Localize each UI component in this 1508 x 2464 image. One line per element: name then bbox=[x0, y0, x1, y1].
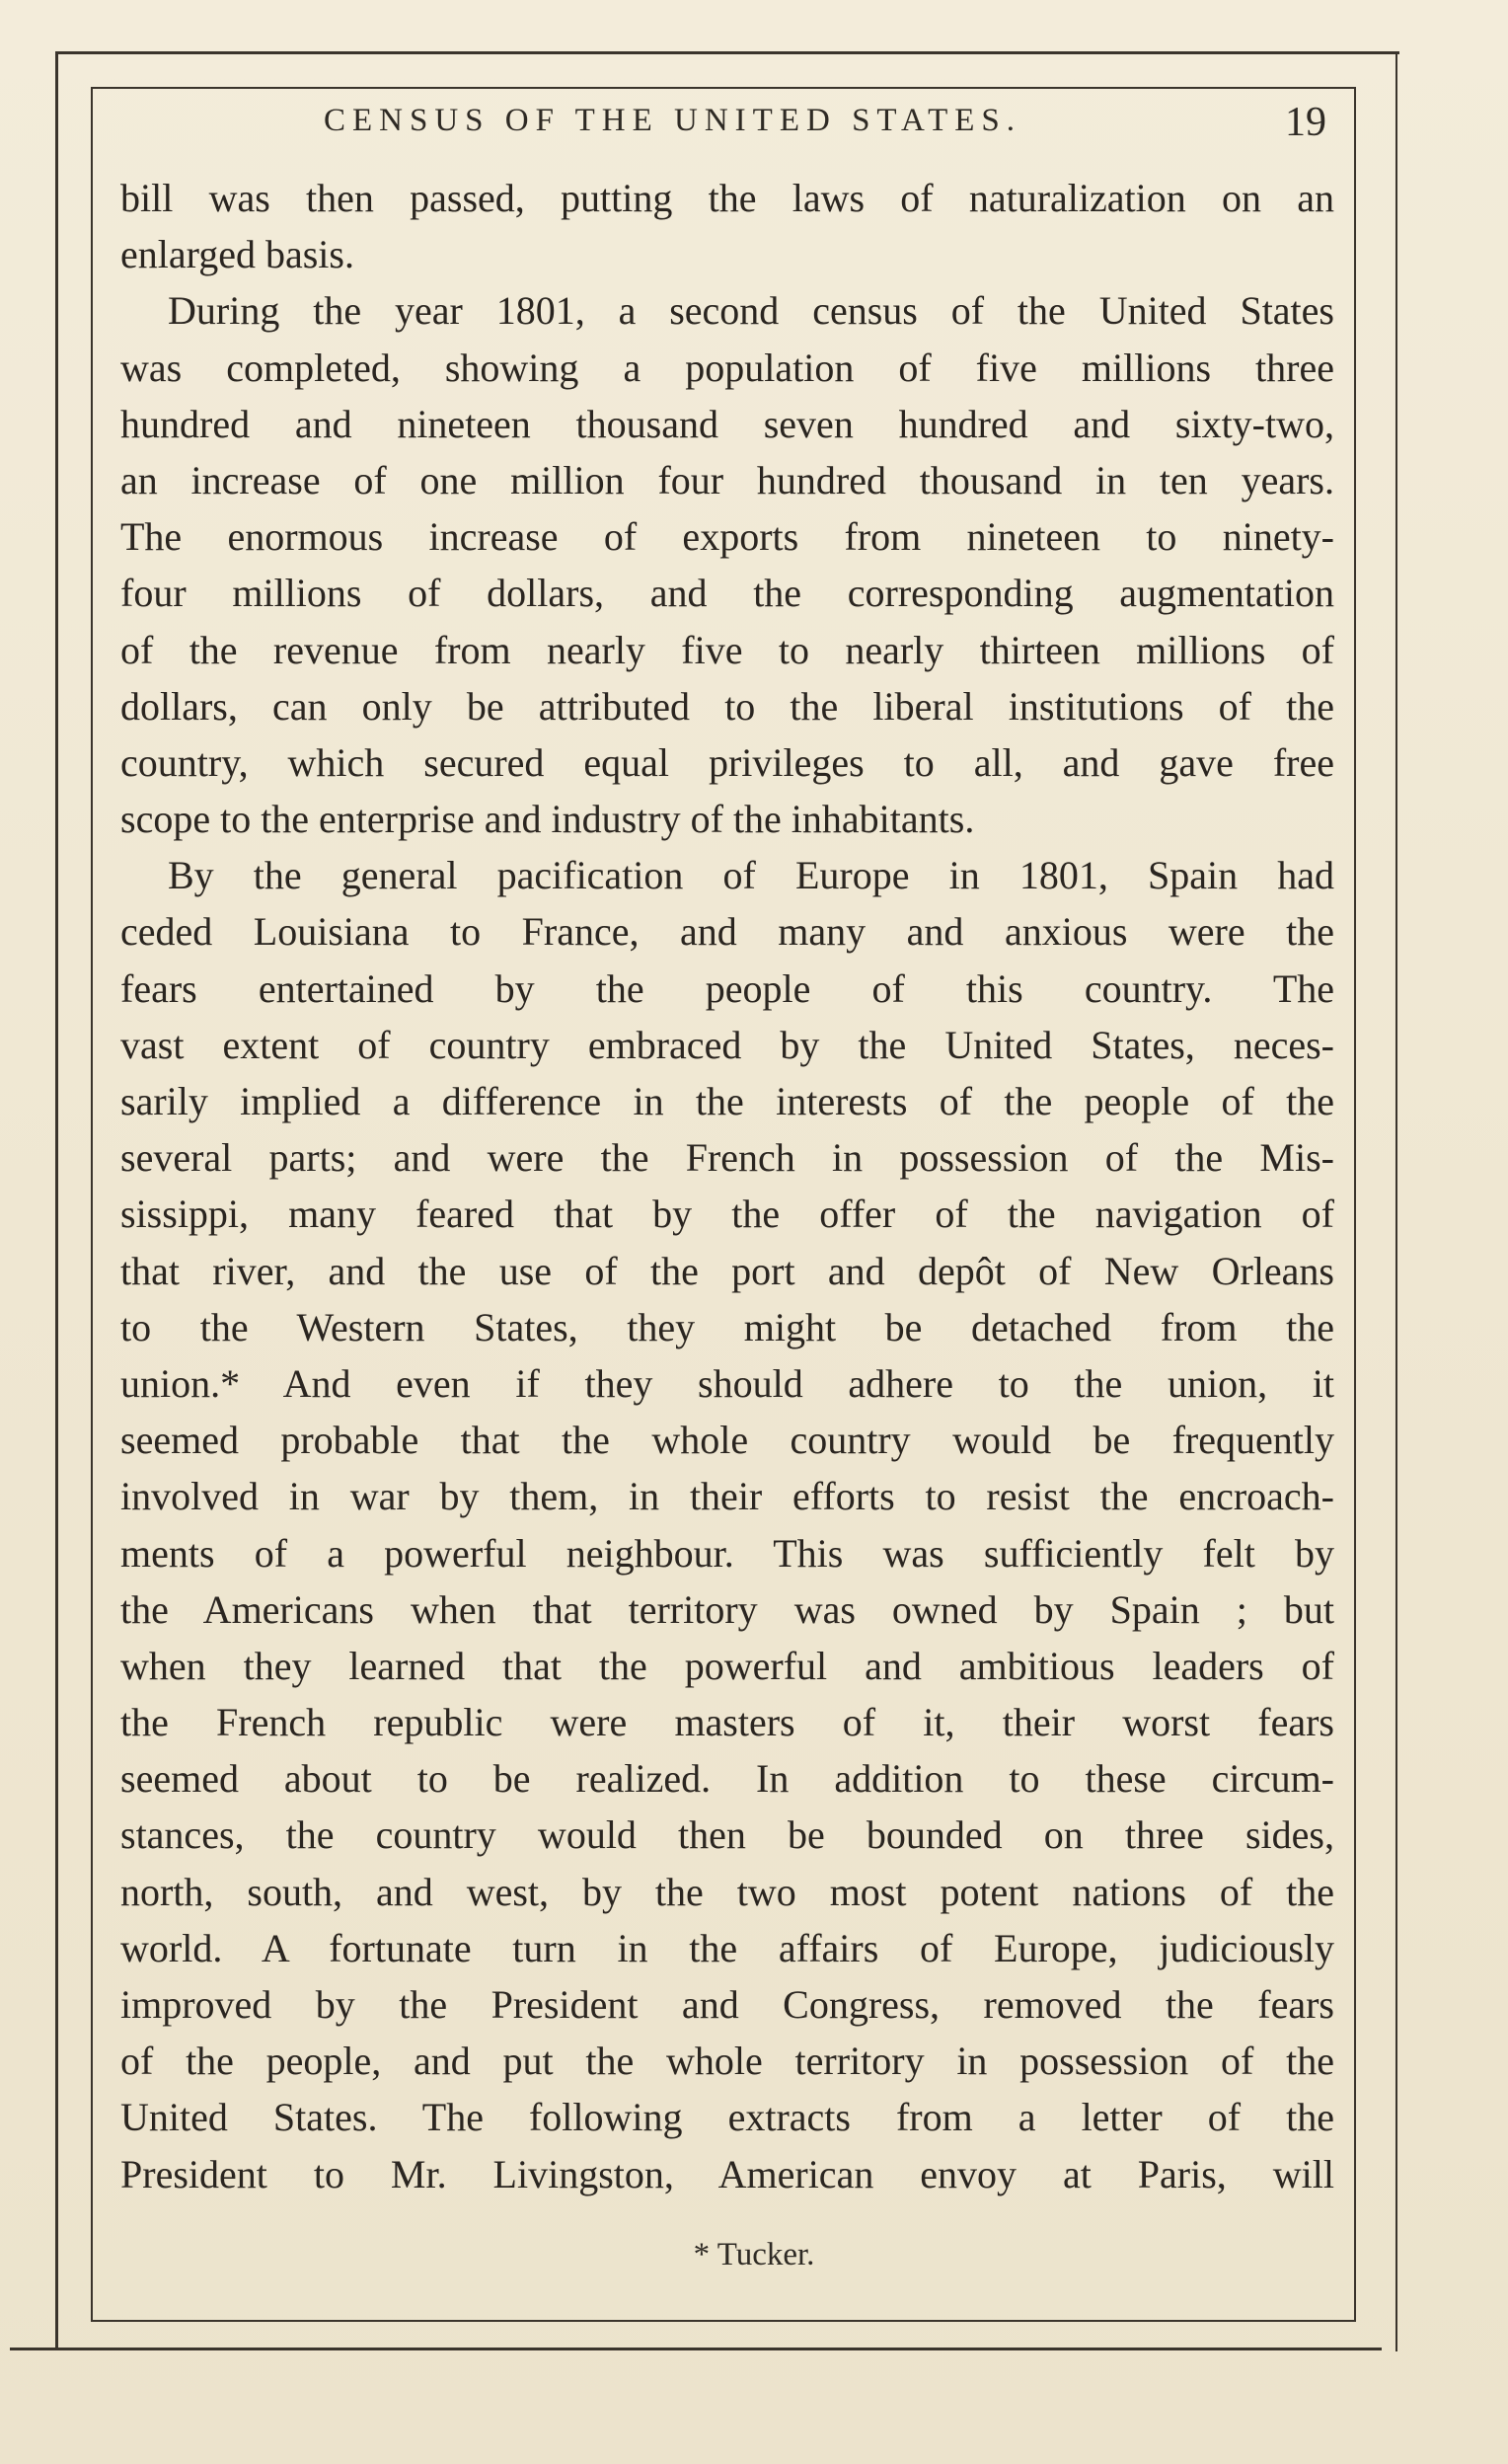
text-line: During the year 1801, a second census of the United States bbox=[168, 288, 1334, 334]
border-rule-inner-left bbox=[91, 87, 93, 2320]
border-rule-outer-bottom bbox=[10, 2348, 1382, 2350]
text-line: an increase of one million four hundred thousand in ten years. bbox=[120, 457, 1334, 502]
text-line: The enormous increase of exports from nineteen to ninety- bbox=[120, 514, 1334, 560]
text-line: of the people, and put the whole territory in possession of the bbox=[120, 2039, 1334, 2084]
text-line: the Americans when that territory was owned by Spain ; but bbox=[120, 1586, 1334, 1632]
text-line: hundred and nineteen thousand seven hundred and sixty-two, bbox=[120, 401, 1334, 446]
text-line: fears entertained by the people of this country. The bbox=[120, 965, 1334, 1011]
border-rule-inner-right bbox=[1354, 87, 1356, 2320]
text-line: By the general pacification of Europe in 1801, Spain had bbox=[168, 853, 1334, 898]
running-head: CENSUS OF THE UNITED STATES. bbox=[324, 103, 1022, 138]
text-line: vast extent of country embraced by the United States, neces- bbox=[120, 1022, 1334, 1067]
text-line: sarily implied a difference in the interests of the people of the bbox=[120, 1079, 1334, 1123]
text-line: scope to the enterprise and industry of the inhabitants. bbox=[120, 797, 975, 842]
text-line: stances, the country would then be bounded on three sides, bbox=[120, 1812, 1334, 1858]
text-line: world. A fortunate turn in the affairs of Europe, judiciously bbox=[120, 1925, 1334, 1970]
text-line: that river, and the use of the port and depôt of New Orleans bbox=[120, 1248, 1334, 1293]
text-line: President to Mr. Livingston, American envoy at Paris, will bbox=[120, 2151, 1334, 2196]
body-text bbox=[120, 170, 1334, 2202]
text-line: enlarged basis. bbox=[120, 232, 354, 277]
text-line: was completed, showing a population of five millions three bbox=[120, 345, 1334, 390]
text-line: ments of a powerful neighbour. This was sufficiently felt by bbox=[120, 1530, 1334, 1576]
border-rule-outer-left bbox=[55, 51, 58, 2349]
border-rule-inner-bottom bbox=[91, 2320, 1356, 2322]
text-line: union.* And even if they should adhere to the union, it bbox=[120, 1360, 1334, 1406]
page-header bbox=[126, 99, 1340, 158]
text-line: the French republic were masters of it, their worst fears bbox=[120, 1700, 1334, 1745]
text-line: of the revenue from nearly five to nearly thirteen millions of bbox=[120, 627, 1334, 672]
text-line: north, south, and west, by the two most potent nations of the bbox=[120, 1869, 1334, 1914]
text-line: United States. The following extracts from a letter of the bbox=[120, 2095, 1334, 2140]
border-rule-outer-top bbox=[55, 51, 1399, 54]
text-line: involved in war by them, in their efforts to resist the encroach- bbox=[120, 1474, 1334, 1519]
text-line: seemed about to be realized. In addition to these circum- bbox=[120, 1756, 1334, 1802]
text-line: improved by the President and Congress, removed the fears bbox=[120, 1982, 1334, 2027]
text-line: dollars, can only be attributed to the liberal institutions of the bbox=[120, 683, 1334, 729]
text-line: seemed probable that the whole country would be frequently bbox=[120, 1418, 1334, 1463]
border-rule-inner-top bbox=[91, 87, 1356, 89]
text-line: ceded Louisiana to France, and many and anxious were the bbox=[120, 909, 1334, 955]
page-number: 19 bbox=[1285, 100, 1326, 145]
text-line: bill was then passed, putting the laws of naturalization on an bbox=[120, 176, 1334, 220]
footnote: * Tucker. bbox=[693, 2237, 815, 2272]
border-rule-outer-right bbox=[1395, 51, 1397, 2351]
text-line: four millions of dollars, and the corresponding augmentation bbox=[120, 571, 1334, 616]
text-line: to the Western States, they might be detached from the bbox=[120, 1304, 1334, 1349]
text-line: country, which secured equal privileges to all, and gave free bbox=[120, 739, 1334, 785]
text-line: sissippi, many feared that by the offer of the navigation of bbox=[120, 1192, 1334, 1237]
text-line: several parts; and were the French in possession of the Mis- bbox=[120, 1135, 1334, 1181]
text-line: when they learned that the powerful and ambitious leaders of bbox=[120, 1643, 1334, 1688]
